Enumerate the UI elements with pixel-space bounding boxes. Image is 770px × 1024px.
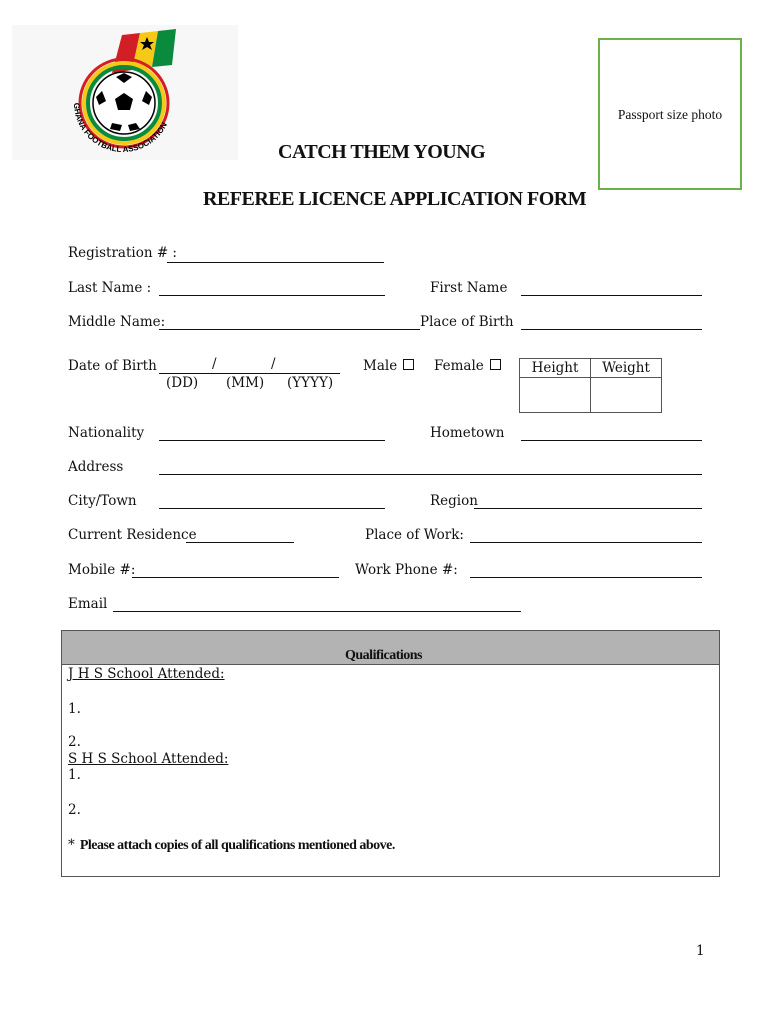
email-label: Email bbox=[68, 596, 108, 612]
gfa-logo bbox=[12, 25, 238, 160]
nationality-label: Nationality bbox=[68, 425, 145, 441]
work-phone-field[interactable] bbox=[470, 577, 702, 578]
form-title-line1: CATCH THEM YOUNG bbox=[278, 141, 486, 163]
note-star: * bbox=[68, 837, 75, 853]
dob-separator-2: / bbox=[271, 356, 276, 372]
height-weight-table bbox=[519, 358, 662, 413]
first-name-label: First Name bbox=[430, 280, 508, 296]
work-phone-label: Work Phone #: bbox=[355, 562, 458, 578]
dob-dd-hint: (DD) bbox=[166, 375, 199, 391]
weight-cell[interactable] bbox=[591, 378, 662, 413]
current-residence-label: Current Residence bbox=[68, 527, 197, 543]
place-of-work-field[interactable] bbox=[470, 542, 702, 543]
dob-yyyy-hint: (YYYY) bbox=[287, 375, 334, 391]
address-field[interactable] bbox=[159, 474, 702, 475]
current-residence-field[interactable] bbox=[186, 542, 294, 543]
male-label: Male bbox=[363, 358, 398, 374]
middle-name-label: Middle Name: bbox=[68, 314, 166, 330]
city-town-label: City/Town bbox=[68, 493, 137, 509]
hometown-label: Hometown bbox=[430, 425, 505, 441]
date-of-birth-label: Date of Birth bbox=[68, 358, 157, 374]
first-name-field[interactable] bbox=[521, 295, 702, 296]
mobile-label: Mobile #: bbox=[68, 562, 136, 578]
last-name-field[interactable] bbox=[159, 295, 385, 296]
registration-field[interactable] bbox=[167, 262, 384, 263]
svg-text:GHANA FOOTBALL ASSOCIATION: GHANA FOOTBALL ASSOCIATION bbox=[71, 102, 169, 155]
place-of-work-label: Place of Work: bbox=[365, 527, 464, 543]
shs-item-2[interactable]: 2. bbox=[68, 802, 81, 818]
hometown-field[interactable] bbox=[521, 440, 702, 441]
nationality-field[interactable] bbox=[159, 440, 385, 441]
jhs-item-2[interactable]: 2. bbox=[68, 734, 81, 750]
middle-name-field[interactable] bbox=[159, 329, 420, 330]
place-of-birth-field[interactable] bbox=[521, 329, 702, 330]
address-label: Address bbox=[68, 459, 124, 475]
jhs-label: J H S School Attended: bbox=[68, 666, 225, 682]
jhs-item-1[interactable]: 1. bbox=[68, 701, 81, 717]
height-header: Height bbox=[520, 359, 591, 378]
female-option[interactable] bbox=[434, 358, 501, 374]
male-checkbox[interactable] bbox=[403, 359, 414, 370]
qualifications-header: Qualifications bbox=[345, 648, 423, 663]
dob-separator-1: / bbox=[212, 356, 217, 372]
male-option[interactable] bbox=[363, 358, 414, 374]
email-field[interactable] bbox=[113, 611, 521, 612]
registration-label: Registration # : bbox=[68, 245, 177, 261]
attachment-note bbox=[68, 834, 395, 854]
page-number: 1 bbox=[696, 943, 705, 959]
female-label: Female bbox=[434, 358, 484, 374]
height-cell[interactable] bbox=[520, 378, 591, 413]
shs-item-1[interactable]: 1. bbox=[68, 767, 81, 783]
female-checkbox[interactable] bbox=[490, 359, 501, 370]
dob-mm-hint: (MM) bbox=[226, 375, 265, 391]
region-label: Region bbox=[430, 493, 478, 509]
region-field[interactable] bbox=[474, 508, 702, 509]
mobile-field[interactable] bbox=[132, 577, 339, 578]
city-town-field[interactable] bbox=[159, 508, 385, 509]
place-of-birth-label: Place of Birth bbox=[420, 314, 514, 330]
passport-photo-label: Passport size photo bbox=[617, 107, 723, 122]
last-name-label: Last Name : bbox=[68, 280, 152, 296]
form-title-line2: REFEREE LICENCE APPLICATION FORM bbox=[203, 188, 587, 210]
weight-header: Weight bbox=[591, 359, 662, 378]
note-text: Please attach copies of all qualifications mentioned above. bbox=[79, 838, 395, 853]
shs-label: S H S School Attended: bbox=[68, 751, 229, 767]
date-of-birth-field[interactable] bbox=[159, 373, 340, 374]
